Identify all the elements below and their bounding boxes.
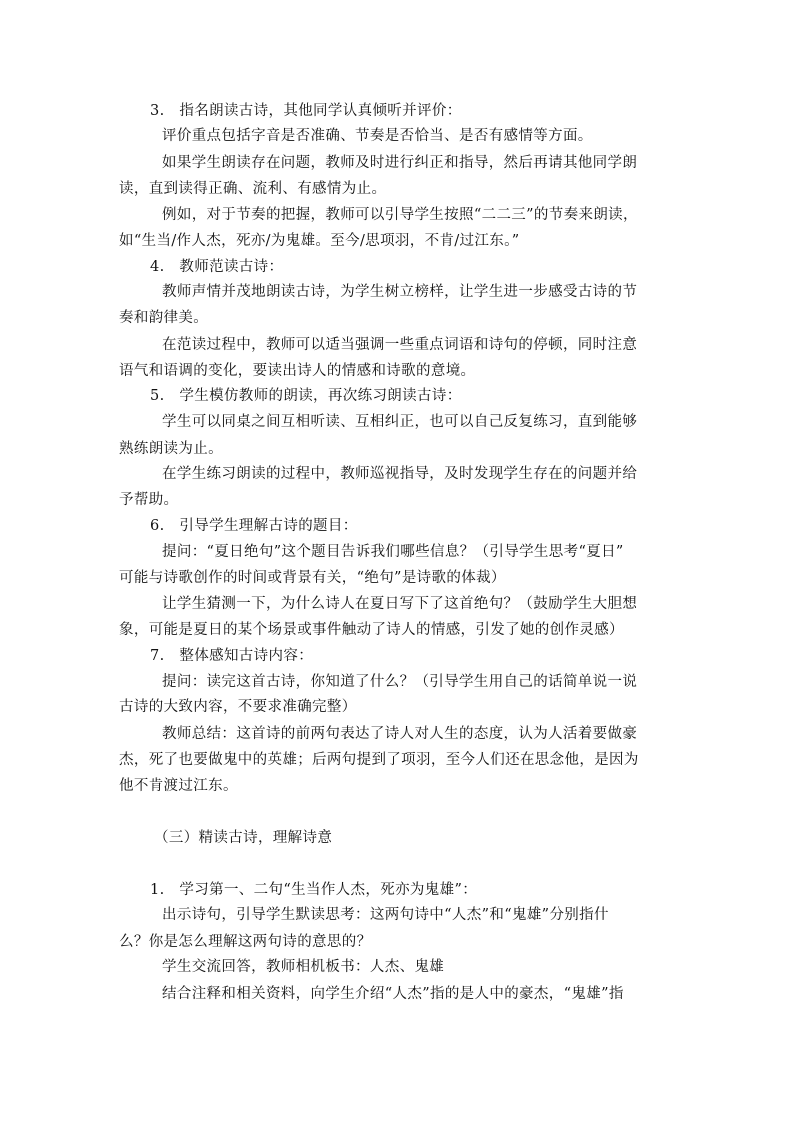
list-item-1: 1. 学习第一、二句“生当作人杰，死亦为鬼雄”： xyxy=(150,882,478,898)
paragraph-line: 教师声情并茂地朗读古诗，为学生树立榜样，让学生进一步感受古诗的节 xyxy=(162,284,638,300)
paragraph-line: 如果学生朗读存在问题，教师及时进行纠正和指导，然后再请其他同学朗 xyxy=(162,155,638,171)
paragraph-line: 结合注释和相关资料，向学生介绍“人杰”指的是人中的豪杰，“鬼雄”指 xyxy=(162,986,624,1002)
list-item-7: 7. 整体感知古诗内容： xyxy=(150,648,314,664)
paragraph-line: 让学生猜测一下，为什么诗人在夏日写下了这首绝句？（鼓励学生大胆想 xyxy=(162,596,638,612)
paragraph-line: 在学生练习朗读的过程中，教师巡视指导，及时发现学生存在的问题并给 xyxy=(162,466,638,482)
paragraph-line: 如“生当/作人杰，死亦/为鬼雄。至今/思项羽，不肯/过江东。” xyxy=(119,233,520,249)
paragraph-line: 读，直到读得正确、流利、有感情为止。 xyxy=(119,181,387,197)
paragraph-line: 学生交流回答，教师相机板书：人杰、鬼雄 xyxy=(162,959,445,975)
paragraph-line: 象，可能是夏日的某个场景或事件触动了诗人的情感，引发了她的创作灵感） xyxy=(119,622,624,638)
paragraph-line: 杰，死了也要做鬼中的英雄；后两句提到了项羽，至今人们还在思念他，是因为 xyxy=(119,752,639,768)
paragraph-line: 学生可以同桌之间互相听读、互相纠正，也可以自己反复练习，直到能够 xyxy=(162,414,638,430)
paragraph-line: 予帮助。 xyxy=(119,492,179,508)
paragraph-line: 出示诗句，引导学生默读思考：这两句诗中“人杰”和“鬼雄”分别指什 xyxy=(162,907,609,923)
paragraph-line: 语气和语调的变化，要读出诗人的情感和诗歌的意境。 xyxy=(119,363,476,379)
paragraph-line: 熟练朗读为止。 xyxy=(119,441,223,457)
list-item-4: 4. 教师范读古诗： xyxy=(150,259,284,275)
list-item-5: 5. 学生模仿教师的朗读，再次练习朗读古诗： xyxy=(150,388,462,404)
paragraph-line: 他不肯渡过江东。 xyxy=(119,778,238,794)
paragraph-line: 奏和韵律美。 xyxy=(119,310,209,326)
paragraph-line: 提问：读完这首古诗，你知道了什么？（引导学生用自己的话简单说一说 xyxy=(162,674,638,690)
paragraph-line: 么？你是怎么理解这两句诗的意思的？ xyxy=(119,934,372,950)
list-item-6: 6. 引导学生理解古诗的题目： xyxy=(150,518,358,534)
paragraph-line: 可能与诗歌创作的时间或背景有关，“绝句”是诗歌的体裁） xyxy=(119,570,506,586)
paragraph-line: 提问：“夏日绝句”这个题目告诉我们哪些信息？（引导学生思考“夏日” xyxy=(162,544,624,560)
paragraph-line: 教师总结：这首诗的前两句表达了诗人对人生的态度，认为人活着要做豪 xyxy=(162,726,638,742)
paragraph-line: 评价重点包括字音是否准确、节奏是否恰当、是否有感情等方面。 xyxy=(162,128,593,144)
paragraph-line: 在范读过程中，教师可以适当强调一些重点词语和诗句的停顿，同时注意 xyxy=(162,337,638,353)
list-item-3: 3. 指名朗读古诗，其他同学认真倾听并评价： xyxy=(150,103,462,119)
paragraph-line: 例如，对于节奏的把握，教师可以引导学生按照“二二三”的节奏来朗读， xyxy=(162,207,638,223)
paragraph-line: 古诗的大致内容，不要求准确完整） xyxy=(119,699,357,715)
section-heading: （三）精读古诗，理解诗意 xyxy=(154,830,333,846)
